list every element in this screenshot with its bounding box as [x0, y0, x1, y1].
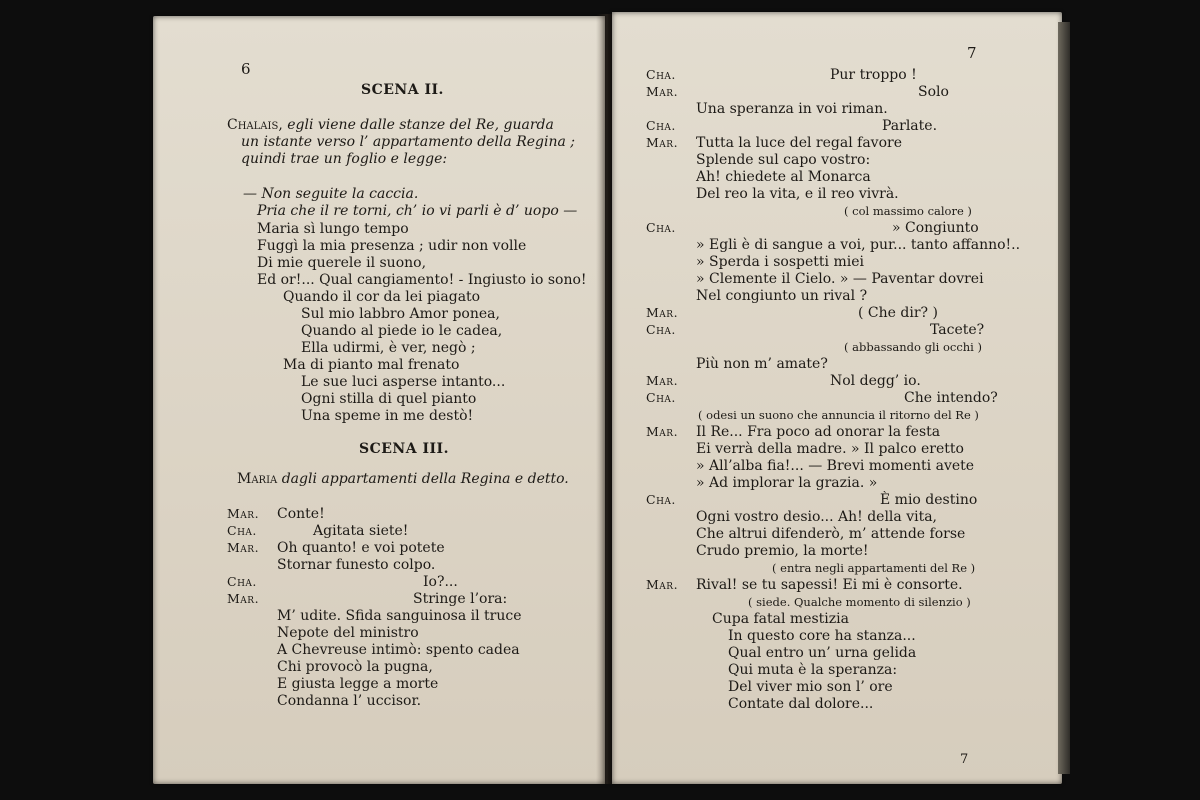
dialogue-line: M’ udite. Sfida sanguinosa il truce [277, 608, 522, 624]
speaker-label: Mar. [646, 305, 679, 320]
verse-line: Ma di pianto mal frenato [283, 357, 460, 373]
verse-line: Quando il cor da lei piagato [283, 289, 481, 305]
stage-direction: ( siede. Qualche momento di silenzio ) [748, 595, 971, 609]
speaker-label: Cha. [646, 118, 676, 133]
stage-direction: ( abbassando gli occhi ) [844, 340, 982, 354]
dialogue-line: Stringe l’ora: [413, 591, 508, 607]
dialogue-line: Agitata siete! [313, 523, 409, 539]
dialogue-line: E giusta legge a morte [277, 676, 439, 692]
dialogue-line: » Sperda i sospetti miei [696, 254, 864, 270]
dialogue-line: Conte! [277, 506, 325, 522]
left-page [153, 16, 605, 784]
dialogue-line: » Egli è di sangue a voi, pur... tanto affanno!.. [696, 237, 1021, 253]
right-page [612, 12, 1062, 784]
verse-line: Quando al piede io le cadea, [301, 323, 503, 339]
verse-line: Le sue luci asperse intanto... [301, 374, 506, 390]
dialogue-line: Il Re... Fra poco ad onorar la festa [696, 424, 941, 440]
dialogue-line: Condanna l’ uccisor. [277, 693, 422, 709]
dialogue-line: » Congiunto [892, 220, 979, 236]
dialogue-line: Contate dal dolore... [728, 696, 874, 712]
speaker-label: Mar. [227, 506, 260, 521]
stage-direction: Maria dagli appartamenti della Regina e detto. [237, 471, 569, 487]
scene-title: SCENA II. [361, 82, 444, 98]
verse-line: Sul mio labbro Amor ponea, [301, 306, 500, 322]
dialogue-line: Rival! se tu sapessi! Ei mi è consorte. [696, 577, 963, 593]
dialogue-line: » Clemente il Cielo. » — Paventar dovrei [696, 271, 984, 287]
dialogue-line: Del viver mio son l’ ore [728, 679, 893, 695]
letter-line: Pria che il re torni, ch’ io vi parli è d’ uopo — [257, 203, 578, 219]
speaker-label: Cha. [646, 492, 676, 507]
dialogue-line: È mio destino [880, 492, 978, 508]
dialogue-line: Chi provocò la pugna, [277, 659, 433, 675]
dialogue-line: Ogni vostro desio... Ah! della vita, [696, 509, 938, 525]
speaker-label: Cha. [646, 390, 676, 405]
dialogue-line: Solo [918, 84, 949, 100]
dialogue-line: Qual entro un’ urna gelida [728, 645, 917, 661]
character-name: Maria [237, 471, 278, 487]
speaker-label: Cha. [646, 220, 676, 235]
dialogue-line: Tacete? [930, 322, 985, 338]
dialogue-line: Più non m’ amate? [696, 356, 828, 372]
dialogue-line: In questo core ha stanza... [728, 628, 916, 644]
dialogue-line: Cupa fatal mestizia [712, 611, 849, 627]
footer-page-number: 7 [960, 752, 969, 767]
stage-direction: un istante verso l’ appartamento della Regina ; [241, 134, 575, 150]
dialogue-line: Che intendo? [904, 390, 998, 406]
verse-line: Ogni stilla di quel pianto [301, 391, 477, 407]
dialogue-line: Ei verrà della madre. » Il palco eretto [696, 441, 964, 457]
speaker-label: Cha. [646, 67, 676, 82]
page-edge [1058, 22, 1070, 774]
dialogue-line: Una speranza in voi riman. [696, 101, 888, 117]
dialogue-line: Nel congiunto un rival ? [696, 288, 868, 304]
stage-direction: ( odesi un suono che annuncia il ritorno del Re ) [698, 408, 979, 422]
verse-line: Fuggì la mia presenza ; udir non volle [257, 238, 527, 254]
verse-line: Di mie querele il suono, [257, 255, 427, 271]
speaker-label: Mar. [646, 84, 679, 99]
dialogue-line: Parlate. [882, 118, 938, 134]
dialogue-line: Nol degg’ io. [830, 373, 921, 389]
speaker-label: Cha. [227, 574, 257, 589]
dialogue-line: » All’alba fia!... — Brevi momenti avete [696, 458, 975, 474]
verse-line: Una speme in me destò! [301, 408, 474, 424]
verse-line: Ella udirmi, è ver, negò ; [301, 340, 476, 356]
dialogue-line: Pur troppo ! [830, 67, 917, 83]
stage-direction: ( entra negli appartamenti del Re ) [772, 561, 976, 575]
speaker-label: Cha. [227, 523, 257, 538]
dialogue-line: Stornar funesto colpo. [277, 557, 436, 573]
dialogue-line: Tutta la luce del regal favore [696, 135, 902, 151]
dialogue-line: » Ad implorar la grazia. » [696, 475, 878, 491]
speaker-label: Mar. [646, 135, 679, 150]
page-number: 6 [241, 60, 251, 78]
speaker-label: Mar. [646, 373, 679, 388]
dialogue-line: Crudo premio, la morte! [696, 543, 869, 559]
dialogue-line: Qui muta è la speranza: [728, 662, 898, 678]
stage-direction: ( col massimo calore ) [844, 204, 972, 218]
dialogue-line: Del reo la vita, e il reo vivrà. [696, 186, 899, 202]
verse-line: Ed or!... Qual cangiamento! - Ingiusto io sono! [257, 272, 587, 288]
page-number: 7 [967, 44, 977, 62]
character-name: Chalais, [227, 117, 283, 133]
dialogue-line: ( Che dir? ) [858, 305, 938, 321]
dialogue-line: Oh quanto! e voi potete [277, 540, 445, 556]
speaker-label: Mar. [227, 540, 260, 555]
letter-line: — Non seguite la caccia. [243, 186, 419, 202]
dialogue-line: Splende sul capo vostro: [696, 152, 871, 168]
speaker-label: Mar. [646, 577, 679, 592]
dialogue-line: Nepote del ministro [277, 625, 419, 641]
dialogue-line: Io?... [423, 574, 458, 590]
speaker-label: Cha. [646, 322, 676, 337]
dialogue-line: Ah! chiedete al Monarca [696, 169, 871, 185]
speaker-label: Mar. [646, 424, 679, 439]
verse-line: Maria sì lungo tempo [257, 221, 409, 237]
stage-direction: Chalais, egli viene dalle stanze del Re, guarda [227, 117, 554, 133]
dialogue-line: Che altrui difenderò, m’ attende forse [696, 526, 966, 542]
scene-title: SCENA III. [359, 441, 449, 457]
dialogue-line: A Chevreuse intimò: spento cadea [277, 642, 520, 658]
speaker-label: Mar. [227, 591, 260, 606]
stage-direction: quindi trae un foglio e legge: [241, 151, 448, 167]
